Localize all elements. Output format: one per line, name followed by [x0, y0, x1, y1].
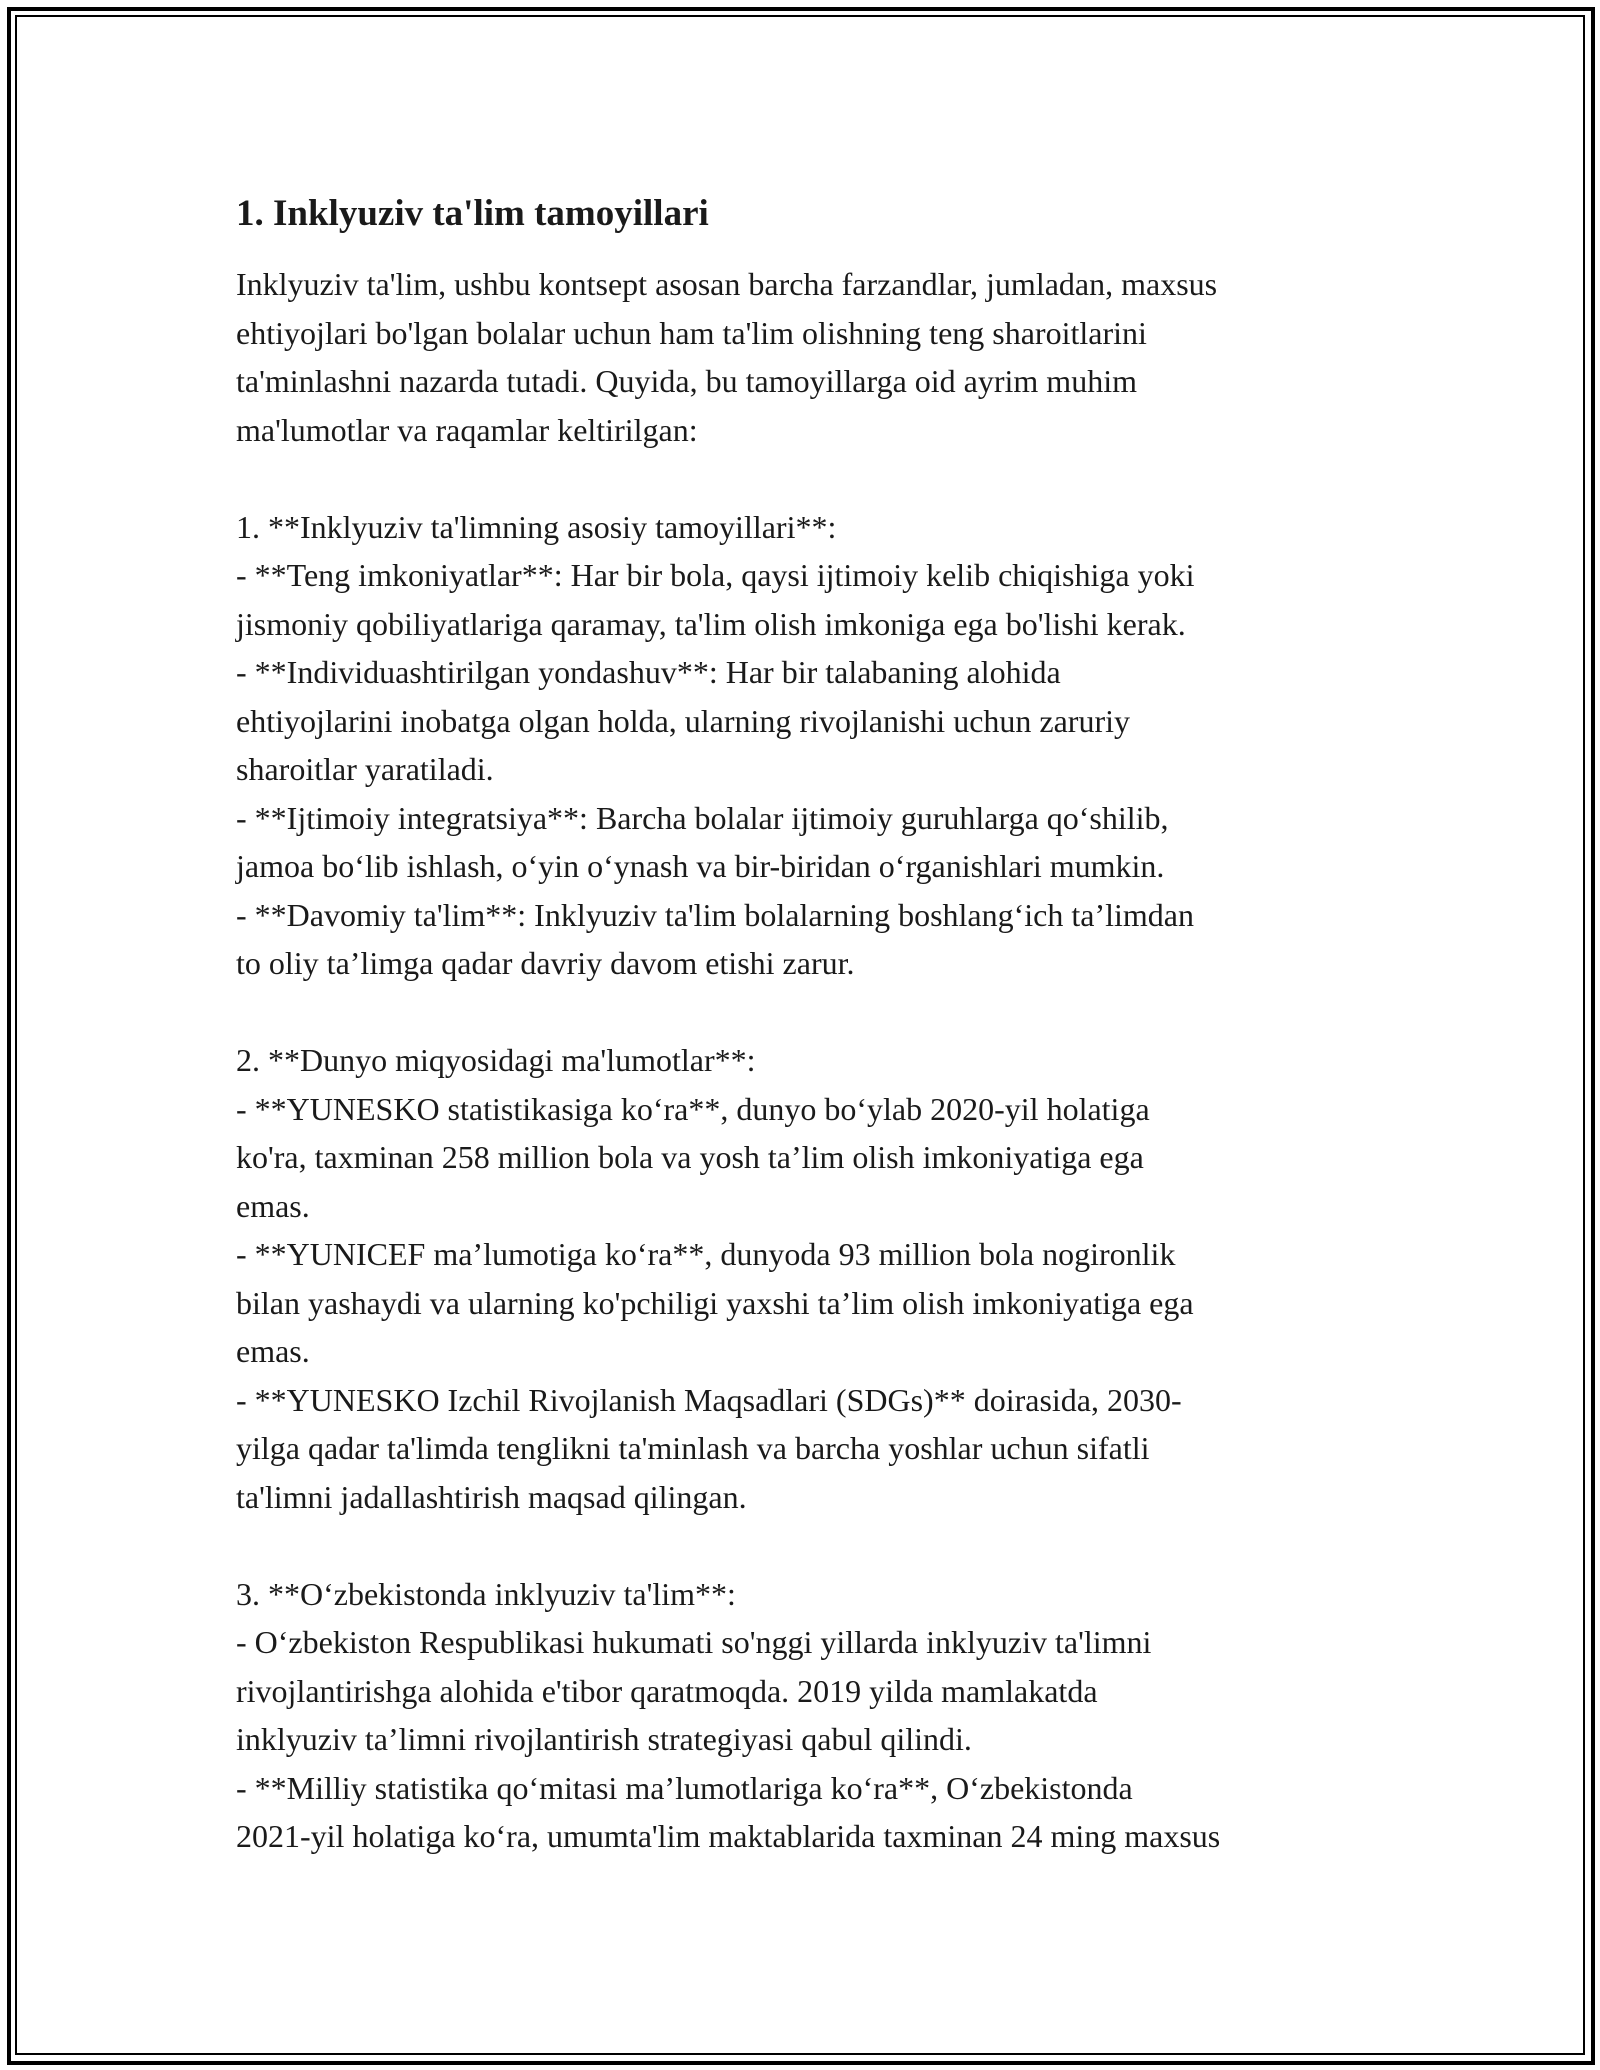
section-world-data: 2. **Dunyo miqyosidagi ma'lumotlar**: - **YUNESKO statistikasiga ko‘ra**, dunyo bo‘ylab 2020-yil holatiga ko'ra, taxminan 258 million bola va yosh ta’lim olish imkoniyatiga ega emas. - **YUNICEF ma’lumotiga ko‘ra**, dunyoda 93 million bola nogironlik bilan yashaydi va ularning ko'pchiligi yaxshi ta’lim olish imkoniyatiga ega emas. - **YUNESKO Izchil Rivojlanish Maqsadlari (SDGs)** doirasida, 2030- yilga qadar ta'limda tenglikni ta'minlash va barcha yoshlar uchun sifatli ta'limni jadallashtirish maqsad qilingan.	[236, 1042, 1194, 1515]
section-uzbekistan: 3. **O‘zbekistonda inklyuziv ta'lim**: - O‘zbekiston Respublikasi hukumati so'nggi yillarda inklyuziv ta'limni rivojlantirishga alohida e'tibor qaratmoqda. 2019 yilda mamlakatda inklyuziv ta’limni rivojlantirish strategiyasi qabul qilindi. - **Milliy statistika qo‘mitasi ma’lumotlariga ko‘ra**, O‘zbekistonda 2021-yil holatiga ko‘ra, umumta'lim maktablarida taxminan 24 ming maxsus	[236, 1575, 1221, 1854]
page-title: 1. Inklyuziv ta'lim tamoyillari	[236, 193, 709, 234]
paragraph-spacer	[236, 454, 1396, 503]
paragraph-spacer	[236, 988, 1396, 1037]
intro-paragraph: Inklyuziv ta'lim, ushbu kontsept asosan barcha farzandlar, jumladan, maxsus ehtiyojlari bo'lgan bolalar uchun ham ta'lim olishning teng sharoitlarini ta'minlashni nazarda tutadi. Quyida, bu tamoyillarga oid ayrim muhim ma'lumotlar va raqamlar keltirilgan:	[236, 266, 1218, 448]
paragraph-spacer	[236, 1521, 1396, 1570]
document-page	[236, 190, 1396, 1861]
section-principles: 1. **Inklyuziv ta'limning asosiy tamoyillari**: - **Teng imkoniyatlar**: Har bir bola, qaysi ijtimoiy kelib chiqishiga yoki jismoniy qobiliyatlariga qaramay, ta'lim olish imkoniga ega bo'lishi kerak. - **Individuashtirilgan yondashuv**: Har bir talabaning alohida ehtiyojlarini inobatga olgan holda, ularning rivojlanishi uchun zaruriy sharoitlar yaratiladi. - **Ijtimoiy integratsiya**: Barcha bolalar ijtimoiy guruhlarga qo‘shilib, jamoa bo‘lib ishlash, o‘yin o‘ynash va bir-biridan o‘rganishlari mumkin. - **Davomiy ta'lim**: Inklyuziv ta'lim bolalarning boshlang‘ich ta’limdan to oliy ta’limga qadar davriy davom etishi zarur.	[236, 508, 1195, 981]
